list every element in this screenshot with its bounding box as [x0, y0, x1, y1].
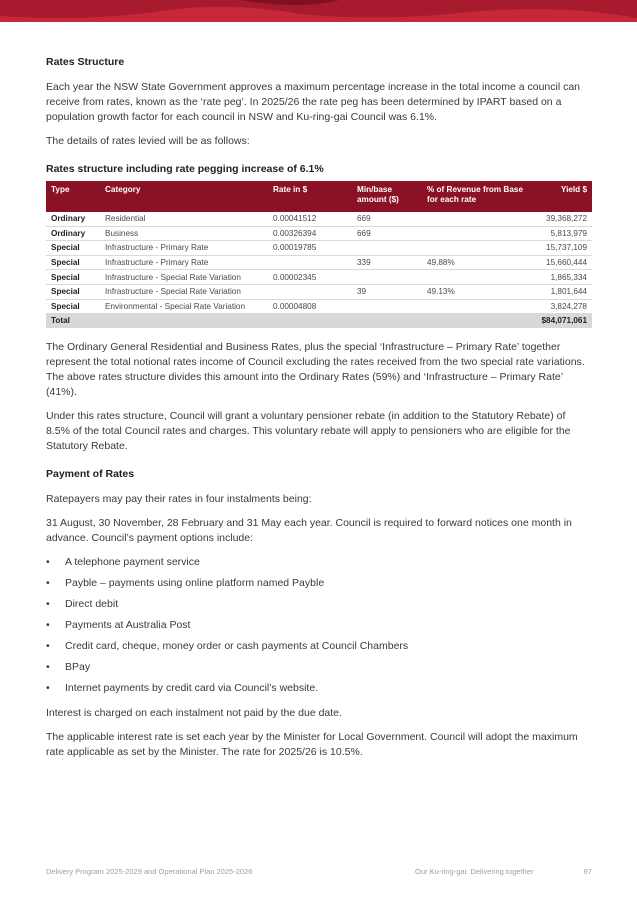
rates-structure-heading: Rates Structure [46, 56, 125, 68]
payment-of-rates-heading: Payment of Rates [46, 467, 135, 480]
cell-rate: 0.00326394 [268, 226, 352, 241]
rates-notional-income-paragraph: The Ordinary General Residential and Business Rates, plus the special ‘Infrastructure – Primary Rate’ together represent the total notional rates income of Council excluding the rates received from the two special rate variations. The above rates structure divides this amount into the Ordinary Rates (59%) and ‘Infrastructure – Primary Rate’ (41%). [46, 340, 585, 398]
total-empty-cell [352, 314, 422, 328]
header-decorative-band [0, 0, 637, 22]
total-empty-cell [100, 314, 268, 328]
cell-rate: 0.00004808 [268, 299, 352, 314]
cell-type: Special [46, 270, 100, 285]
table-row [46, 241, 592, 256]
cell-rate: 0.00002345 [268, 270, 352, 285]
list-item [46, 639, 592, 654]
column-header-yield: Yield $ [532, 181, 592, 212]
cell-revenue-percent [422, 226, 532, 241]
bullet-icon: • [46, 597, 50, 610]
table-row [46, 255, 592, 270]
footer-tagline: Our Ku-ring-gai: Delivering together [415, 867, 534, 876]
cell-min-base [352, 241, 422, 256]
bullet-icon: • [46, 618, 50, 631]
pensioner-rebate-paragraph: Under this rates structure, Council will grant a voluntary pensioner rebate (in addition to the Statutory Rebate) of 8.5% of the total Council rates and charges. This voluntary rebate will apply to pensioners who are eligible for the Statutory Rebate. [46, 409, 571, 452]
payment-option-text: Internet payments by credit card via Council’s website. [65, 681, 319, 694]
cell-min-base: 339 [352, 255, 422, 270]
cell-min-base [352, 270, 422, 285]
rates-table [46, 181, 592, 328]
bullet-icon: • [46, 681, 50, 694]
cell-revenue-percent: 49.13% [422, 284, 532, 299]
bullet-icon: • [46, 639, 50, 652]
cell-type: Special [46, 255, 100, 270]
cell-yield: 15,660,444 [532, 255, 592, 270]
list-item [46, 576, 592, 591]
cell-min-base: 669 [352, 226, 422, 241]
cell-yield: 39,368,272 [532, 212, 592, 226]
cell-type: Special [46, 284, 100, 299]
cell-revenue-percent [422, 241, 532, 256]
cell-category: Infrastructure - Primary Rate [100, 241, 268, 256]
cell-category: Infrastructure - Special Rate Variation [100, 270, 268, 285]
page-number: 67 [583, 867, 592, 876]
table-total-row [46, 314, 592, 328]
payment-option-text: Direct debit [65, 597, 119, 610]
column-header-type: Type [46, 181, 100, 212]
cell-yield: 1,865,334 [532, 270, 592, 285]
cell-revenue-percent [422, 212, 532, 226]
cell-category: Infrastructure - Special Rate Variation [100, 284, 268, 299]
rates-table-header-row [46, 181, 592, 212]
instalment-dates-paragraph: 31 August, 30 November, 28 February and 31 May each year. Council is required to forward notices one month in advance. Council’s payment options include: [46, 516, 572, 544]
page-content [46, 56, 592, 769]
cell-category: Infrastructure - Primary Rate [100, 255, 268, 270]
rates-table-title: Rates structure including rate pegging increase of 6.1% [46, 163, 324, 175]
column-header-category: Category [100, 181, 268, 212]
total-value: $84,071,061 [532, 314, 592, 328]
rates-table-body [46, 212, 592, 328]
list-item [46, 618, 592, 633]
total-empty-cell [422, 314, 532, 328]
cell-rate: 0.00041512 [268, 212, 352, 226]
column-header-min-base: Min/base amount ($) [352, 181, 422, 212]
table-row [46, 212, 592, 226]
cell-yield: 1,801,644 [532, 284, 592, 299]
payment-option-text: Payments at Australia Post [65, 618, 191, 631]
table-row [46, 226, 592, 241]
list-item [46, 555, 592, 570]
payment-option-text: Credit card, cheque, money order or cash payments at Council Chambers [65, 639, 409, 652]
payment-option-text: A telephone payment service [65, 555, 200, 568]
column-header-rate: Rate in $ [268, 181, 352, 212]
cell-type: Special [46, 299, 100, 314]
payment-option-text: BPay [65, 660, 91, 673]
cell-revenue-percent: 49.88% [422, 255, 532, 270]
total-label: Total [46, 314, 100, 328]
cell-category: Business [100, 226, 268, 241]
bullet-icon: • [46, 576, 50, 589]
cell-min-base [352, 299, 422, 314]
bullet-icon: • [46, 660, 50, 673]
list-item [46, 660, 592, 675]
cell-type: Ordinary [46, 212, 100, 226]
cell-rate [268, 255, 352, 270]
rates-intro-paragraph: Each year the NSW State Government approves a maximum percentage increase in the total income a council can receive from rates, known as the ‘rate peg’. In 2025/26 the rate peg has been determined by IPART based on a population growth factor for each council in NSW and Ku-ring-gai Council was 6.1%. [46, 81, 581, 123]
cell-revenue-percent [422, 299, 532, 314]
instalments-paragraph: Ratepayers may pay their rates in four instalments being: [46, 492, 312, 505]
bullet-icon: • [46, 555, 50, 568]
list-item [46, 597, 592, 612]
cell-type: Ordinary [46, 226, 100, 241]
table-row [46, 270, 592, 285]
cell-category: Residential [100, 212, 268, 226]
cell-yield: 3,824,278 [532, 299, 592, 314]
table-row [46, 284, 592, 299]
column-header-revenue-percent: % of Revenue from Base for each rate [422, 181, 532, 212]
cell-rate [268, 284, 352, 299]
interest-rate-paragraph: The applicable interest rate is set each year by the Minister for Local Government. Council will adopt the maximum rate applicable as set by the Minister. The rate for 2025/26 is 10.5%. [46, 730, 578, 758]
cell-rate: 0.00019785 [268, 241, 352, 256]
table-row [46, 299, 592, 314]
cell-type: Special [46, 241, 100, 256]
cell-yield: 5,813,979 [532, 226, 592, 241]
cell-yield: 15,737,109 [532, 241, 592, 256]
rates-details-paragraph: The details of rates levied will be as follows: [46, 135, 250, 147]
cell-min-base: 39 [352, 284, 422, 299]
cell-category: Environmental - Special Rate Variation [100, 299, 268, 314]
footer-document-title: Delivery Program 2025-2029 and Operational Plan 2025-2026 [46, 867, 253, 876]
payment-options-list [46, 555, 592, 696]
list-item [46, 681, 592, 696]
cell-min-base: 669 [352, 212, 422, 226]
total-empty-cell [268, 314, 352, 328]
interest-paragraph: Interest is charged on each instalment not paid by the due date. [46, 706, 342, 719]
payment-option-text: Payble – payments using online platform named Payble [65, 576, 325, 589]
cell-revenue-percent [422, 270, 532, 285]
